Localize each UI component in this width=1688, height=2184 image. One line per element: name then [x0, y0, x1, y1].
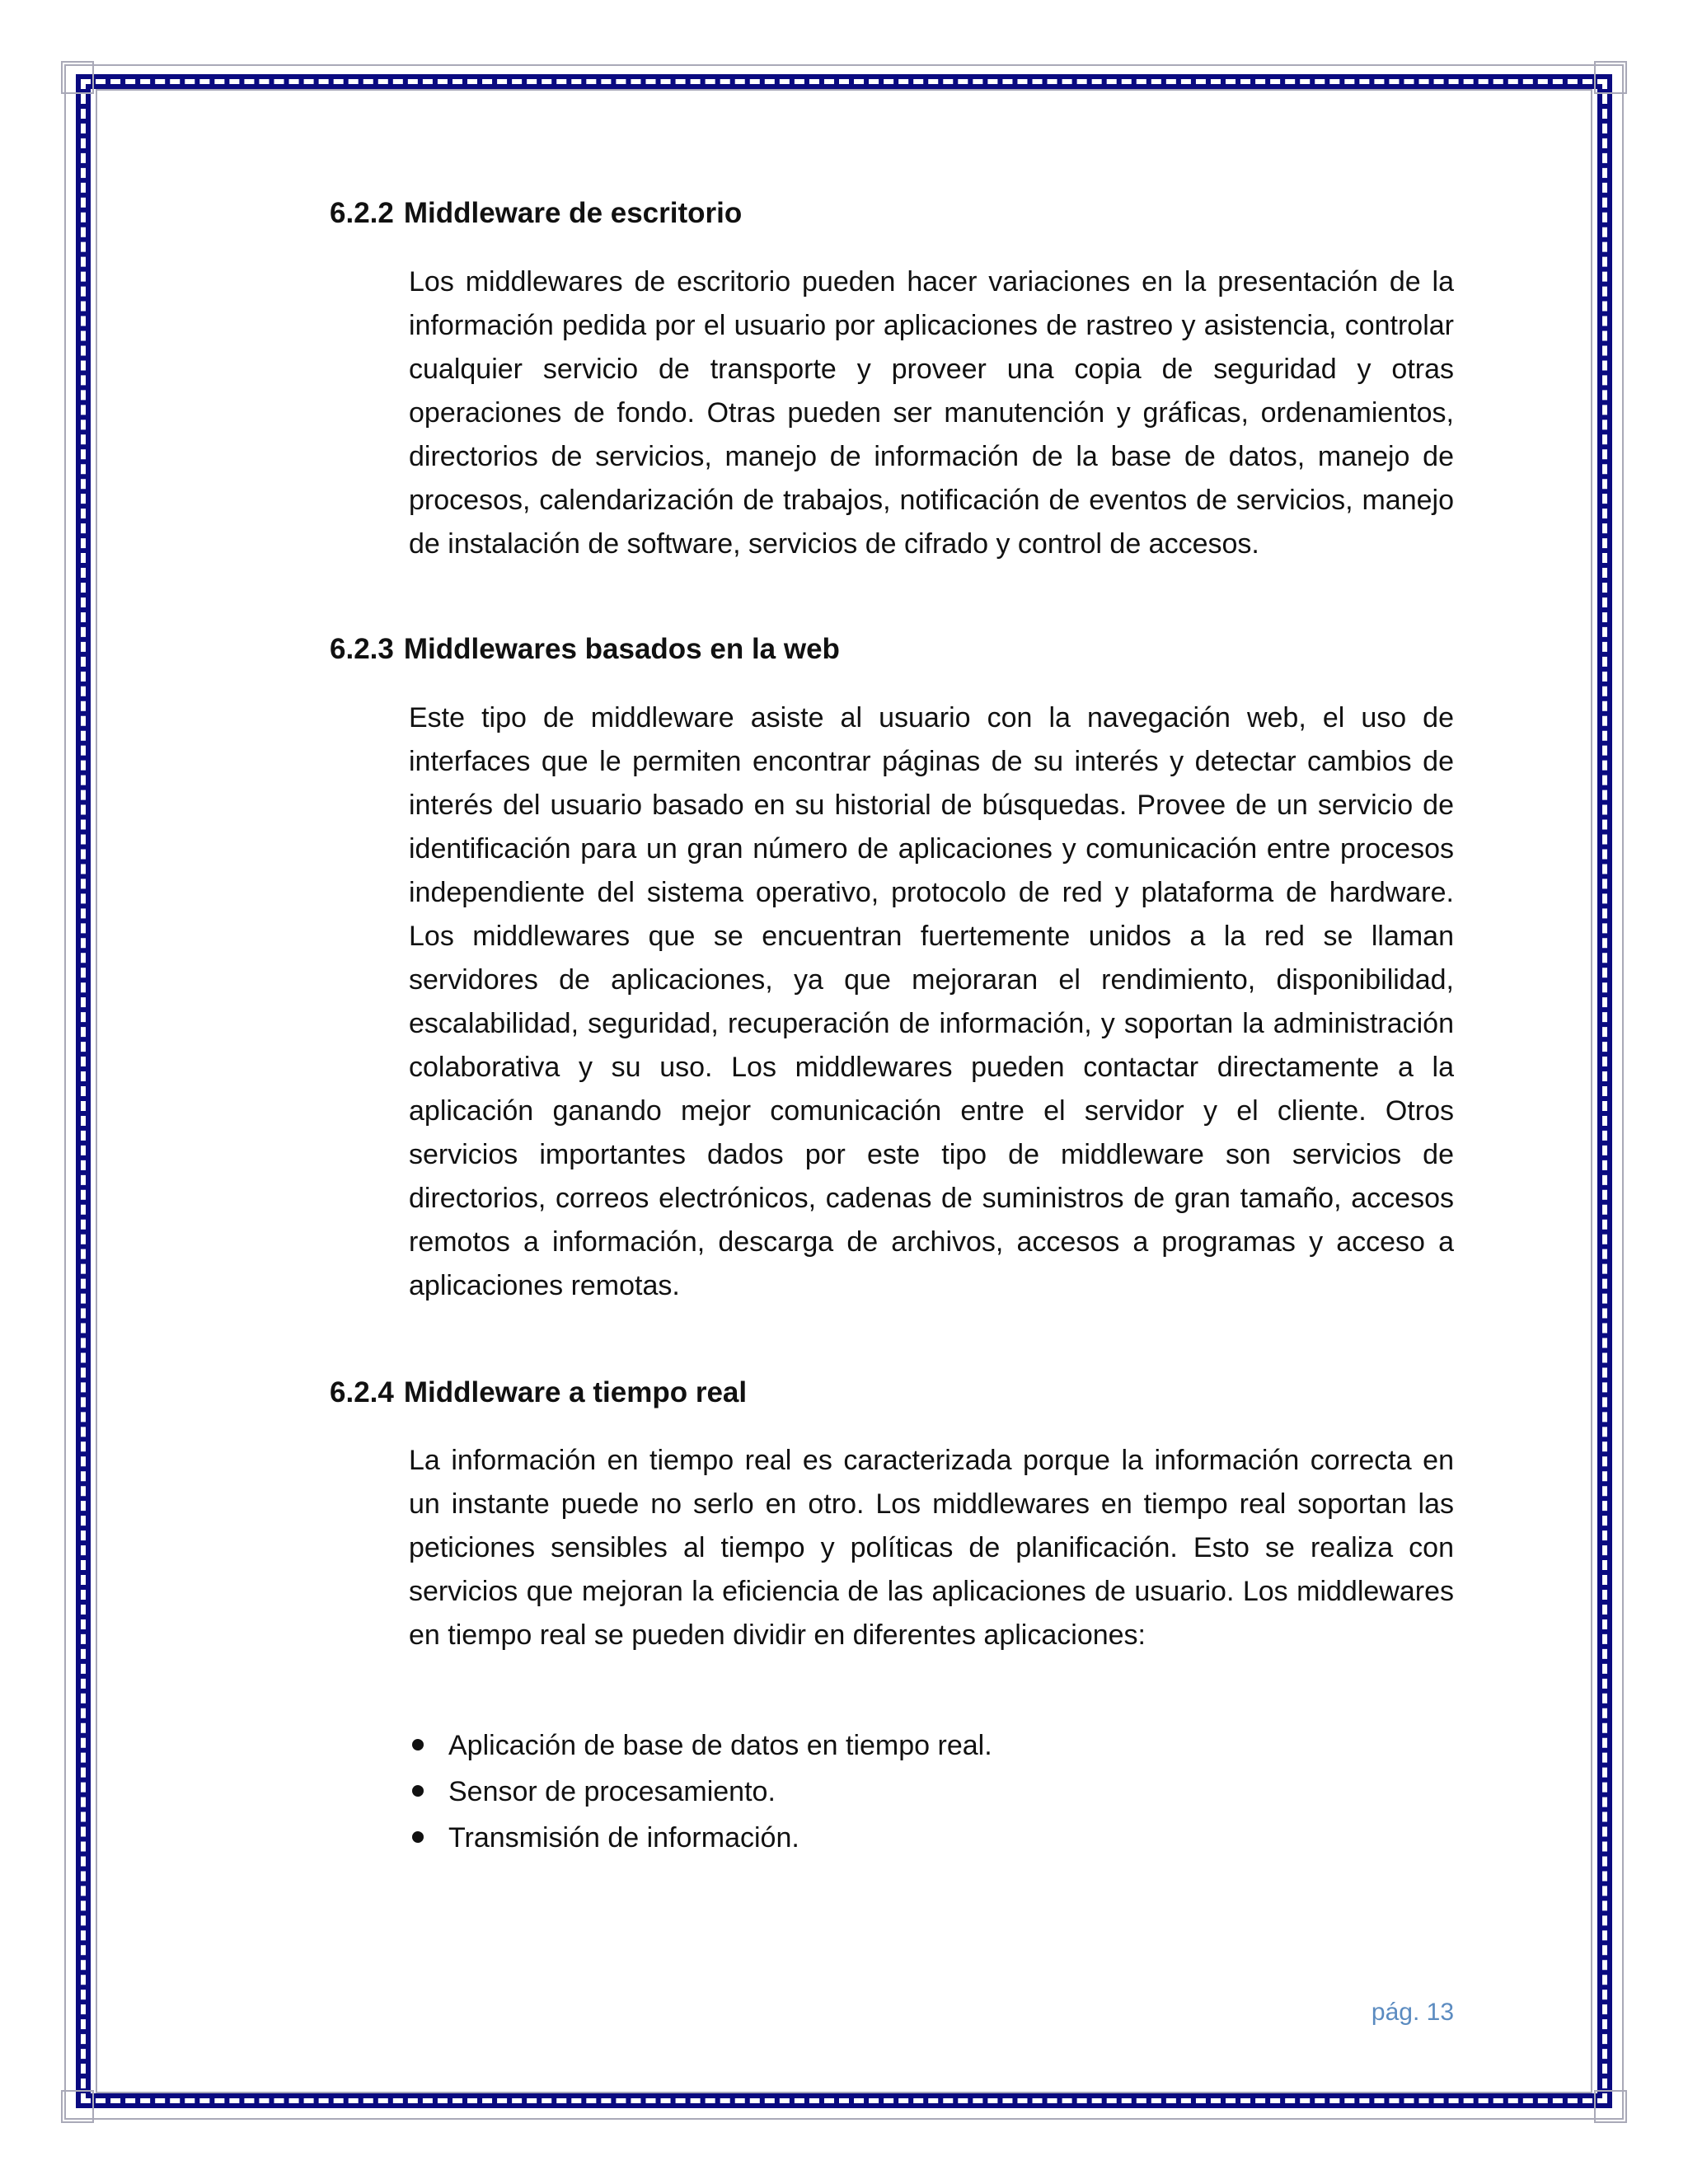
list-item	[409, 1769, 1454, 1815]
section-paragraph-6-2-3: Este tipo de middleware asiste al usuario con la navegación web, el uso de interfaces que le permiten encontrar páginas de su interés y detectar cambios de interés del usuario basado en su historial de búsquedas. Provee de un servicio de identificación para un gran número de aplicaciones y comunicación entre procesos independiente del sistema operativo, protocolo de red y plataforma de hardware. Los middlewares que se encuentran fuertemente unidos a la red se llaman servidores de aplicaciones, ya que mejoraran el rendimiento, disponibilidad, escalabilidad, seguridad, recuperación de información, y soportan la administración colaborativa y su uso. Los middlewares pueden contactar directamente a la aplicación ganando mejor comunicación entre el servidor y el cliente. Otros servicios importantes dados por este tipo de middleware son servicios de directorios, correos electrónicos, cadenas de suministros de gran tamaño, accesos remotos a información, descarga de archivos, accesos a programas y acceso a aplicaciones remotas.	[409, 702, 1454, 1301]
section-number: 6.2.4	[330, 1376, 394, 1408]
list-item-text: Aplicación de base de datos en tiempo real.	[448, 1730, 992, 1761]
section-paragraph-6-2-2: Los middlewares de escritorio pueden hacer variaciones en la presentación de la información pedida por el usuario por aplicaciones de rastreo y asistencia, controlar cualquier servicio de transporte y proveer una copia de seguridad y otras operaciones de fondo. Otras pueden ser manutención y gráficas, ordenamientos, directorios de servicios, manejo de información de la base de datos, manejo de procesos, calendarización de trabajos, notificación de eventos de servicios, manejo de instalación de software, servicios de cifrado y control de accesos.	[409, 266, 1454, 560]
bullet-list	[409, 1722, 1454, 1861]
bullet-icon	[412, 1785, 424, 1797]
list-item-text: Sensor de procesamiento.	[448, 1776, 776, 1807]
list-item-text: Transmisión de información.	[448, 1822, 799, 1854]
list-item	[409, 1722, 1454, 1769]
bullet-icon	[412, 1831, 424, 1843]
section-number: 6.2.2	[330, 197, 394, 229]
section-heading-6-2-3	[330, 633, 840, 666]
section-title: Middleware de escritorio	[403, 197, 743, 229]
section-number: 6.2.3	[330, 633, 394, 665]
section-paragraph-6-2-4: La información en tiempo real es caracterizada porque la información correcta en un instante puede no serlo en otro. Los middlewares en tiempo real soportan las peticiones sensibles al tiempo y políticas de planificación. Esto se realiza con servicios que mejoran la eficiencia de las aplicaciones de usuario. Los middlewares en tiempo real se pueden dividir en diferentes aplicaciones:	[409, 1445, 1454, 1651]
section-title: Middlewares basados en la web	[403, 633, 840, 665]
bullet-icon	[412, 1739, 424, 1750]
section-heading-6-2-2	[330, 197, 742, 230]
page-number: pág. 13	[1371, 1999, 1454, 2026]
section-title: Middleware a tiempo real	[403, 1376, 748, 1408]
list-item	[409, 1815, 1454, 1861]
section-heading-6-2-4	[330, 1376, 747, 1409]
